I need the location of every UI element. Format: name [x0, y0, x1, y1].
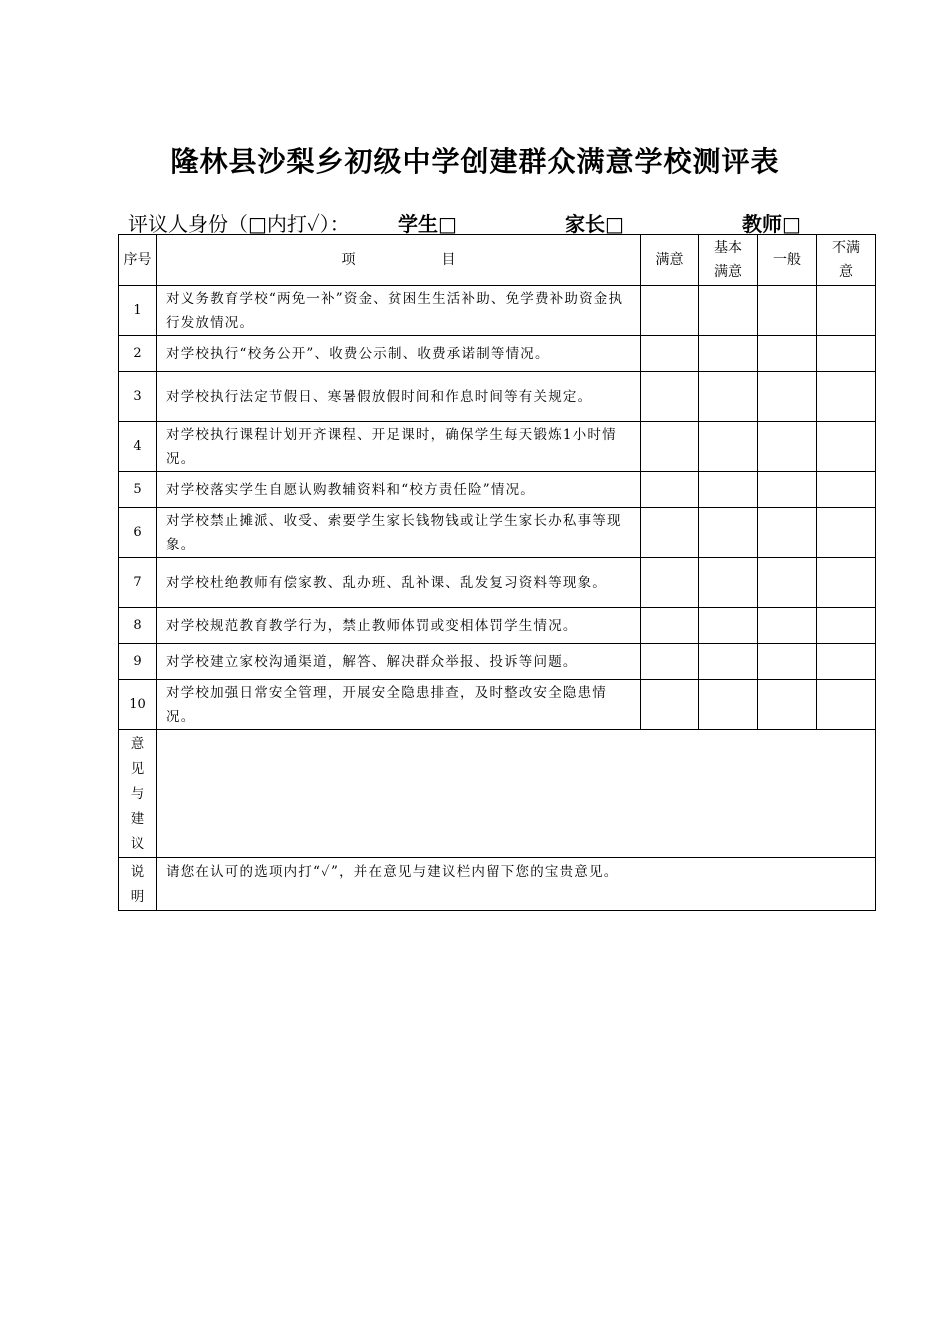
rating-cell-basically-satisfied[interactable] — [699, 558, 758, 608]
row-item-text: 对学校建立家校沟通渠道，解答、解决群众举报、投诉等问题。 — [157, 644, 641, 680]
table-row — [119, 472, 876, 508]
row-number: 5 — [119, 472, 157, 508]
rating-cell-basically-satisfied[interactable] — [699, 336, 758, 372]
opinion-input-area[interactable] — [157, 730, 876, 858]
row-item-text: 对义务教育学校“两免一补”资金、贫困生生活补助、免学费补助资金执行发放情况。 — [157, 286, 641, 336]
identity-option-student[interactable]: 学生□ — [398, 212, 457, 236]
table-row — [119, 644, 876, 680]
table-body — [119, 286, 876, 730]
rating-cell-satisfied[interactable] — [641, 558, 699, 608]
rating-cell-satisfied[interactable] — [641, 472, 699, 508]
table-row — [119, 286, 876, 336]
row-item-text: 对学校落实学生自愿认购教辅资料和“校方责任险”情况。 — [157, 472, 641, 508]
identity-option-teacher[interactable]: 教师□ — [742, 212, 801, 236]
table-row — [119, 422, 876, 472]
rating-cell-average[interactable] — [758, 608, 817, 644]
rating-cell-satisfied[interactable] — [641, 508, 699, 558]
rating-cell-average[interactable] — [758, 644, 817, 680]
row-number: 4 — [119, 422, 157, 472]
rating-cell-satisfied[interactable] — [641, 286, 699, 336]
table-row — [119, 372, 876, 422]
note-row — [119, 858, 876, 911]
row-item-text: 对学校加强日常安全管理，开展安全隐患排查，及时整改安全隐患情况。 — [157, 680, 641, 730]
table-row — [119, 680, 876, 730]
rating-cell-basically-satisfied[interactable] — [699, 422, 758, 472]
rating-cell-dissatisfied[interactable] — [817, 644, 876, 680]
rating-cell-dissatisfied[interactable] — [817, 608, 876, 644]
rating-cell-average[interactable] — [758, 422, 817, 472]
row-number: 7 — [119, 558, 157, 608]
rating-cell-basically-satisfied[interactable] — [699, 286, 758, 336]
rating-cell-dissatisfied[interactable] — [817, 286, 876, 336]
rating-cell-satisfied[interactable] — [641, 336, 699, 372]
rating-cell-satisfied[interactable] — [641, 608, 699, 644]
row-item-text: 对学校杜绝教师有偿家教、乱办班、乱补课、乱发复习资料等现象。 — [157, 558, 641, 608]
evaluation-table — [118, 234, 876, 911]
row-number: 10 — [119, 680, 157, 730]
rating-cell-basically-satisfied[interactable] — [699, 680, 758, 730]
row-number: 1 — [119, 286, 157, 336]
header-no: 序号 — [119, 235, 157, 286]
row-item-text: 对学校禁止摊派、收受、索要学生家长钱物钱或让学生家长办私事等现象。 — [157, 508, 641, 558]
header-basically-satisfied: 基本满意 — [699, 235, 758, 286]
row-number: 3 — [119, 372, 157, 422]
header-satisfied: 满意 — [641, 235, 699, 286]
table-row — [119, 558, 876, 608]
table-header-row — [119, 235, 876, 286]
opinion-row — [119, 730, 876, 858]
row-item-text: 对学校执行“校务公开”、收费公示制、收费承诺制等情况。 — [157, 336, 641, 372]
rating-cell-satisfied[interactable] — [641, 422, 699, 472]
identity-label: 评议人身份（□内打✓）： — [128, 212, 350, 236]
page-title: 隆林县沙梨乡初级中学创建群众满意学校测评表 — [170, 145, 780, 178]
identity-option-parent[interactable]: 家长□ — [565, 212, 624, 236]
opinion-label: 意见与建议 — [119, 730, 157, 858]
rating-cell-satisfied[interactable] — [641, 680, 699, 730]
respondent-identity — [128, 208, 888, 234]
rating-cell-dissatisfied[interactable] — [817, 372, 876, 422]
row-number: 9 — [119, 644, 157, 680]
rating-cell-basically-satisfied[interactable] — [699, 644, 758, 680]
rating-cell-average[interactable] — [758, 372, 817, 422]
header-item: 项 目 — [157, 235, 641, 286]
table-row — [119, 336, 876, 372]
rating-cell-average[interactable] — [758, 558, 817, 608]
rating-cell-basically-satisfied[interactable] — [699, 372, 758, 422]
rating-cell-dissatisfied[interactable] — [817, 336, 876, 372]
rating-cell-dissatisfied[interactable] — [817, 558, 876, 608]
rating-cell-basically-satisfied[interactable] — [699, 472, 758, 508]
rating-cell-dissatisfied[interactable] — [817, 472, 876, 508]
rating-cell-basically-satisfied[interactable] — [699, 608, 758, 644]
rating-cell-satisfied[interactable] — [641, 644, 699, 680]
row-number: 2 — [119, 336, 157, 372]
rating-cell-average[interactable] — [758, 508, 817, 558]
rating-cell-average[interactable] — [758, 336, 817, 372]
note-text: 请您在认可的选项内打“✓”，并在意见与建议栏内留下您的宝贵意见。 — [157, 858, 876, 911]
header-average: 一般 — [758, 235, 817, 286]
row-item-text: 对学校执行法定节假日、寒暑假放假时间和作息时间等有关规定。 — [157, 372, 641, 422]
table-row — [119, 608, 876, 644]
row-item-text: 对学校规范教育教学行为，禁止教师体罚或变相体罚学生情况。 — [157, 608, 641, 644]
rating-cell-satisfied[interactable] — [641, 372, 699, 422]
rating-cell-dissatisfied[interactable] — [817, 680, 876, 730]
table-row — [119, 508, 876, 558]
row-item-text: 对学校执行课程计划开齐课程、开足课时，确保学生每天锻炼1小时情况。 — [157, 422, 641, 472]
header-dissatisfied: 不满意 — [817, 235, 876, 286]
rating-cell-dissatisfied[interactable] — [817, 508, 876, 558]
rating-cell-average[interactable] — [758, 680, 817, 730]
rating-cell-dissatisfied[interactable] — [817, 422, 876, 472]
row-number: 6 — [119, 508, 157, 558]
rating-cell-average[interactable] — [758, 286, 817, 336]
rating-cell-average[interactable] — [758, 472, 817, 508]
row-number: 8 — [119, 608, 157, 644]
note-label: 说明 — [119, 858, 157, 911]
rating-cell-basically-satisfied[interactable] — [699, 508, 758, 558]
